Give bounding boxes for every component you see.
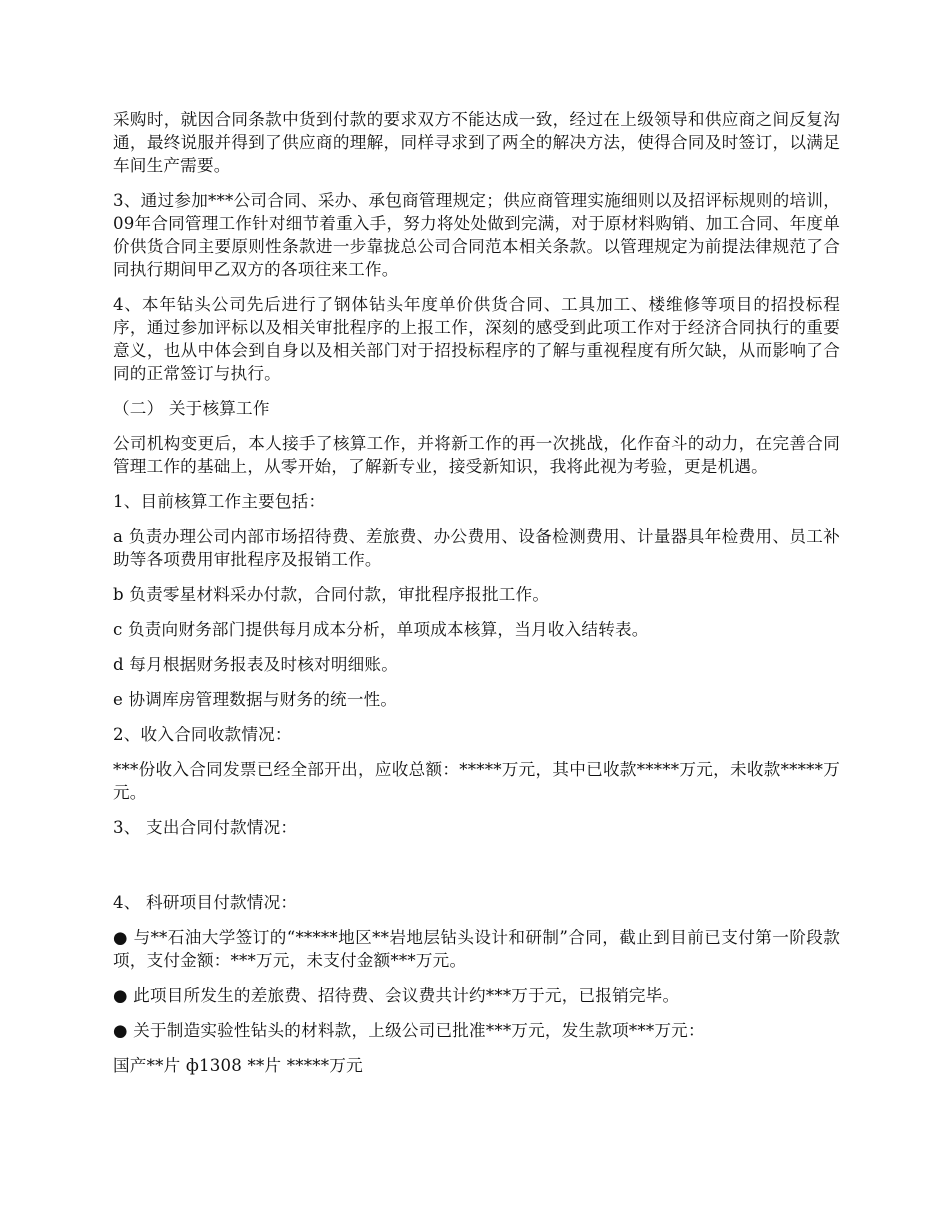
list-item-a: a 负责办理公司内部市场招待费、差旅费、办公费用、设备检测费用、计量器具年检费用、员工补助等各项费用审批程序及报销工作。 [113, 527, 840, 569]
blank-space [113, 851, 840, 891]
list-heading-accounting-tasks: 1、目前核算工作主要包括： [113, 492, 326, 511]
paragraph-income-summary: ***份收入合同发票已经全部开出，应收总额：*****万元，其中已收款*****万元，未收款*****万元。 [113, 760, 840, 802]
paragraph-item-3-training: 3、通过参加***公司合同、采办、承包商管理规定；供应商管理实施细则以及招评标规则的培训，09年合同管理工作针对细节着重入手，努力将处处做到完满，对于原材料购销、加工合同、年度单价供货合同主要原则性条款进一步靠拢总公司合同范本相关条款。以管理规定为前提法律规范了合同执行期间甲乙双方的各项往来工作。 [113, 191, 840, 279]
paragraph-accounting-intro: 公司机构变更后，本人接手了核算工作，并将新工作的再一次挑战，化作奋斗的动力，在完善合同管理工作的基础上，从零开始，了解新专业，接受新知识，我将此视为考验，更是机遇。 [113, 434, 840, 476]
list-item-c: c 负责向财务部门提供每月成本分析，单项成本核算，当月收入结转表。 [113, 620, 649, 639]
bullet-material-payment: ● 关于制造实验性钻头的材料款，上级公司已批准***万元，发生款项***万元： [113, 1021, 705, 1040]
section-heading-accounting: （二） 关于核算工作 [113, 399, 270, 418]
list-heading-income-contracts: 2、收入合同收款情况： [113, 725, 292, 744]
paragraph-item-4-bidding: 4、本年钻头公司先后进行了钢体钻头年度单价供货合同、工具加工、楼维修等项目的招投标程序，通过参加评标以及相关审批程序的上报工作，深刻的感受到此项工作对于经济合同执行的重要意义，也从中体会到自身以及相关部门对于招投标程序的了解与重视程度有所欠缺，从而影响了合同的正常签订与执行。 [113, 295, 840, 383]
paragraph-domestic-parts: 国产**片 ф1308 **片 *****万元 [113, 1056, 363, 1075]
list-item-e: e 协调库房管理数据与财务的统一性。 [113, 690, 398, 709]
bullet-project-expenses: ● 此项目所发生的差旅费、招待费、会议费共计约***万于元，已报销完毕。 [113, 986, 680, 1005]
list-item-d: d 每月根据财务报表及时核对明细账。 [113, 655, 398, 674]
list-heading-research-payments: 4、 科研项目付款情况： [113, 893, 298, 912]
list-item-b: b 负责零星材料采办付款，合同付款，审批程序报批工作。 [113, 585, 550, 604]
paragraph-procurement: 采购时，就因合同条款中货到付款的要求双方不能达成一致，经过在上级领导和供应商之间反复沟通，最终说服并得到了供应商的理解，同样寻求到了两全的解决方法，使得合同及时签订，以满足车间生产需要。 [113, 110, 840, 175]
document-body [113, 108, 840, 1089]
bullet-university-contract: ● 与**石油大学签订的“*****地区**岩地层钻头设计和研制”合同，截止到目前已支付第一阶段款项，支付金额：***万元，未支付金额***万元。 [113, 928, 840, 970]
list-heading-expense-contracts: 3、 支出合同付款情况： [113, 818, 298, 837]
